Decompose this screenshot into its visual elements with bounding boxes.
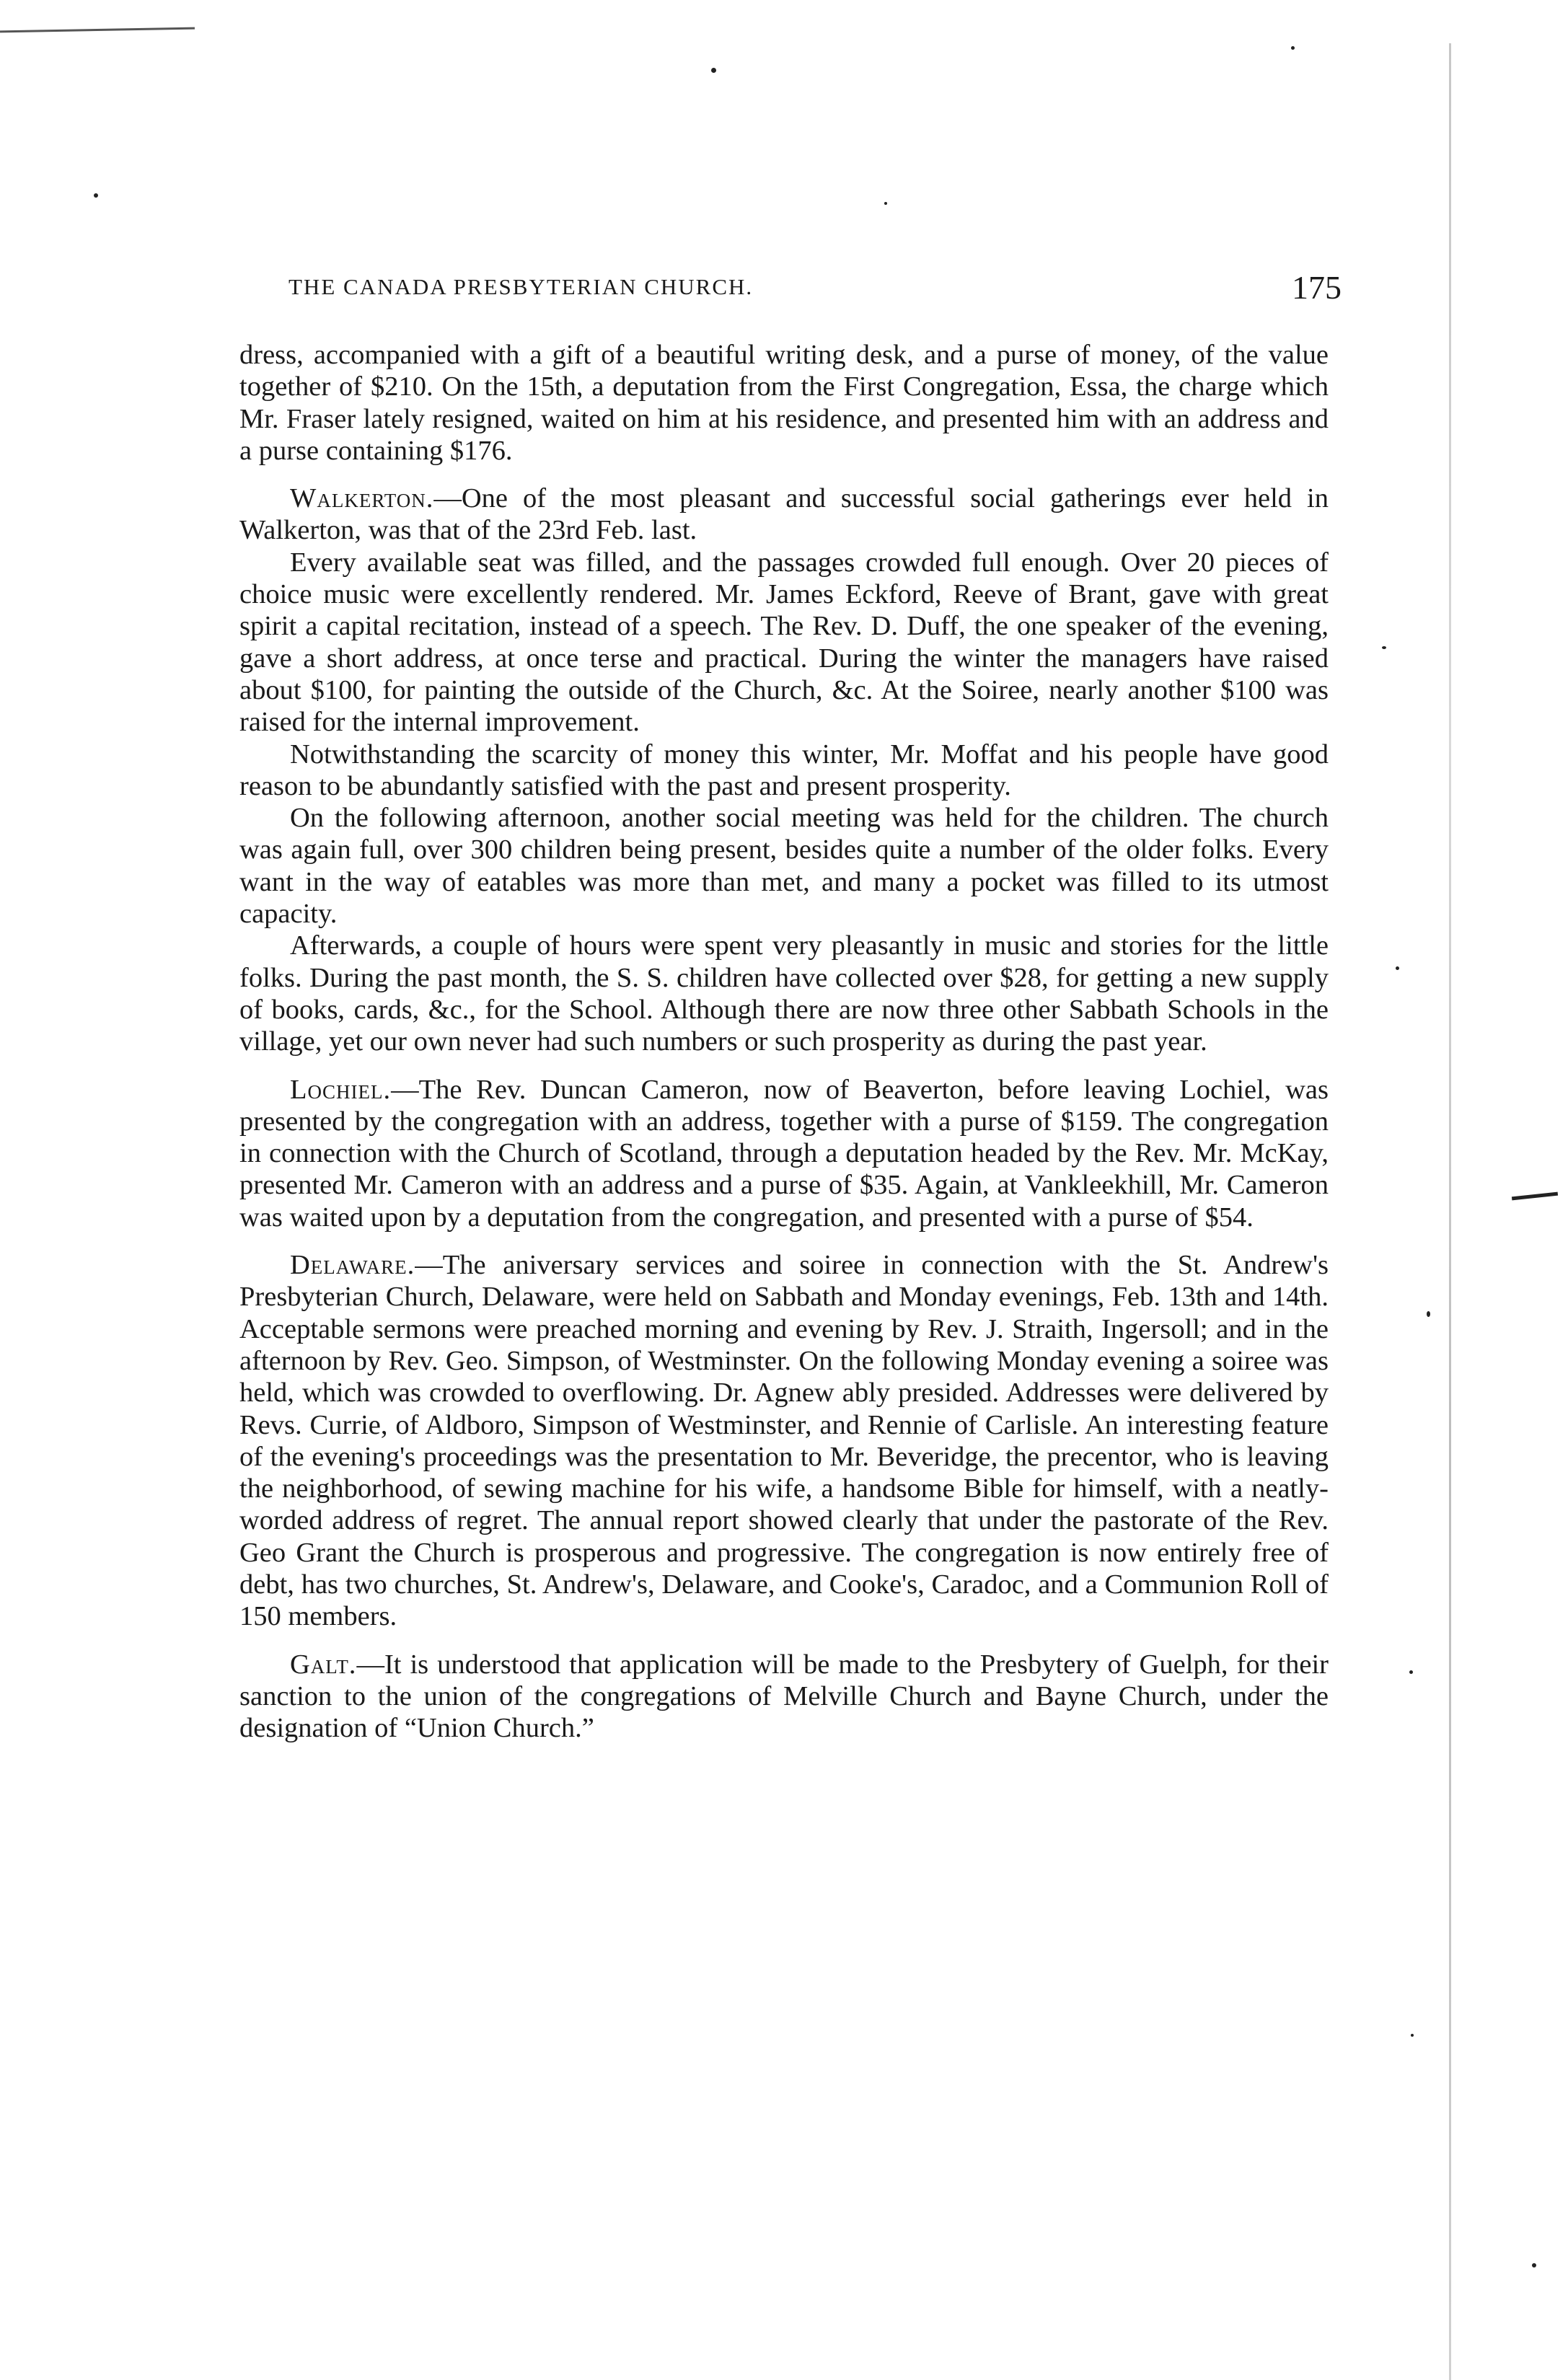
running-title: THE CANADA PRESBYTERIAN CHURCH. <box>289 274 754 299</box>
scan-speck <box>711 68 716 73</box>
scan-speck <box>884 202 887 205</box>
paragraph <box>239 930 1329 1057</box>
margin-mark <box>1512 1192 1558 1201</box>
section-heading: Delaware. <box>290 1250 415 1281</box>
paragraph <box>239 802 1329 930</box>
scan-speck <box>1409 1670 1413 1674</box>
scan-speck <box>1291 46 1295 50</box>
paragraph-galt <box>239 1649 1329 1745</box>
section-heading: Galt. <box>290 1649 357 1680</box>
paragraph-text: Every available seat was filled, and the passages crowded full enough. Over 20 pieces of choice music were excellently rendered. Mr. James Eckford, Reeve of Brant, gave with great spirit a capital recitation, instead of a speech. The Rev. D. Duff, the one speaker of the evening, gave a short address, at once terse and practical. During the winter the managers have raised about $100, for painting the outside of the Church, &c. At the Soiree, nearly another $100 was raised for the internal improvement. <box>239 547 1329 738</box>
scan-speck <box>1382 646 1386 649</box>
page-number: 175 <box>1292 269 1342 306</box>
paragraph <box>239 547 1329 739</box>
paragraph-text: On the following afternoon, another social meeting was held for the children. The church was again full, over 300 children being present, besides quite a number of the older folks. Every want in the way of eatables was more than met, and many a pocket was filled to its utmost capacity. <box>239 803 1329 930</box>
section-heading: Lochiel. <box>290 1074 392 1105</box>
section-heading: Walkerton. <box>290 483 434 514</box>
scan-speck <box>1532 2263 1536 2267</box>
article-body <box>239 339 1329 1744</box>
scan-speck <box>1411 2034 1414 2037</box>
paragraph <box>239 739 1329 803</box>
paragraph-text: —It is understood that application will be made to the Presbytery of Guelph, for their sanction to the union of the congregations of Melville Church and Bayne Church, under the designation of “Union Church.” <box>239 1649 1329 1744</box>
page-header <box>289 268 1342 312</box>
scan-speck <box>1427 1311 1430 1317</box>
paragraph <box>239 339 1329 467</box>
paragraph-text: —The Rev. Duncan Cameron, now of Beaverton, before leaving Lochiel, was presented by the congregation with an address, together with a purse of $159. The congregation in connection with the Church of Scotland, through a deputation headed by the Rev. Mr. McKay, presented Mr. Cameron with an address and a purse of $35. Again, at Vankleekhill, Mr. Cameron was waited upon by a deputation from the congregation, and presented with a purse of $54. <box>239 1074 1329 1233</box>
scan-artifact <box>0 27 195 33</box>
paragraph-text: —The aniversary services and soiree in connection with the St. Andrew's Presbyterian Church, Delaware, were held on Sabbath and Monday evenings, Feb. 13th and 14th. Acceptable sermons were preached morning and evening by Rev. J. Straith, Ingersoll; and in the afternoon by Rev. Geo. Simpson, of Westminster. On the following Monday evening a soiree was held, which was crowded to overflowing. Dr. Agnew ably presided. Addresses were delivered by Revs. Currie, of Aldboro, Simpson of Westminster, and Rennie of Carlisle. An interesting feature of the evening's proceedings was the presentation to Mr. Beveridge, the precentor, who is leaving the neighborhood, of sewing machine for his wife, a handsome Bible for himself, with a neatly-worded address of regret. The annual report showed clearly that under the pastorate of the Rev. Geo Grant the Church is prosperous and progressive. The congregation is now entirely free of debt, has two churches, St. Andrew's, Delaware, and Cooke's, Caradoc, and a Communion Roll of 150 members. <box>239 1250 1329 1632</box>
paragraph-walkerton <box>239 482 1329 547</box>
paragraph-text: Notwithstanding the scarcity of money this winter, Mr. Moffat and his people have good reason to be abundantly satisfied with the past and present prosperity. <box>239 739 1329 801</box>
paragraph-text: —One of the most pleasant and successful social gatherings ever held in Walkerton, was that of the 23rd Feb. last. <box>239 483 1329 546</box>
paragraph-text: dress, accompanied with a gift of a beautiful writing desk, and a purse of money, of the value together of $210. On the 15th, a deputation from the First Congregation, Essa, the charge which Mr. Fraser lately resigned, waited on him at his residence, and presented him with an address and a purse containing $176. <box>239 340 1329 466</box>
scan-speck <box>94 193 98 198</box>
page-edge-shadow <box>1449 43 1451 2380</box>
paragraph-delaware <box>239 1249 1329 1633</box>
paragraph-lochiel <box>239 1074 1329 1233</box>
scan-speck <box>1396 966 1399 970</box>
paragraph-text: Afterwards, a couple of hours were spent very pleasantly in music and stories for the little folks. During the past month, the S. S. children have collected over $28, for getting a new supply of books, cards, &c., for the School. Although there are now three other Sabbath Schools in the village, yet our own never had such numbers or such prosperity as during the past year. <box>239 930 1329 1057</box>
